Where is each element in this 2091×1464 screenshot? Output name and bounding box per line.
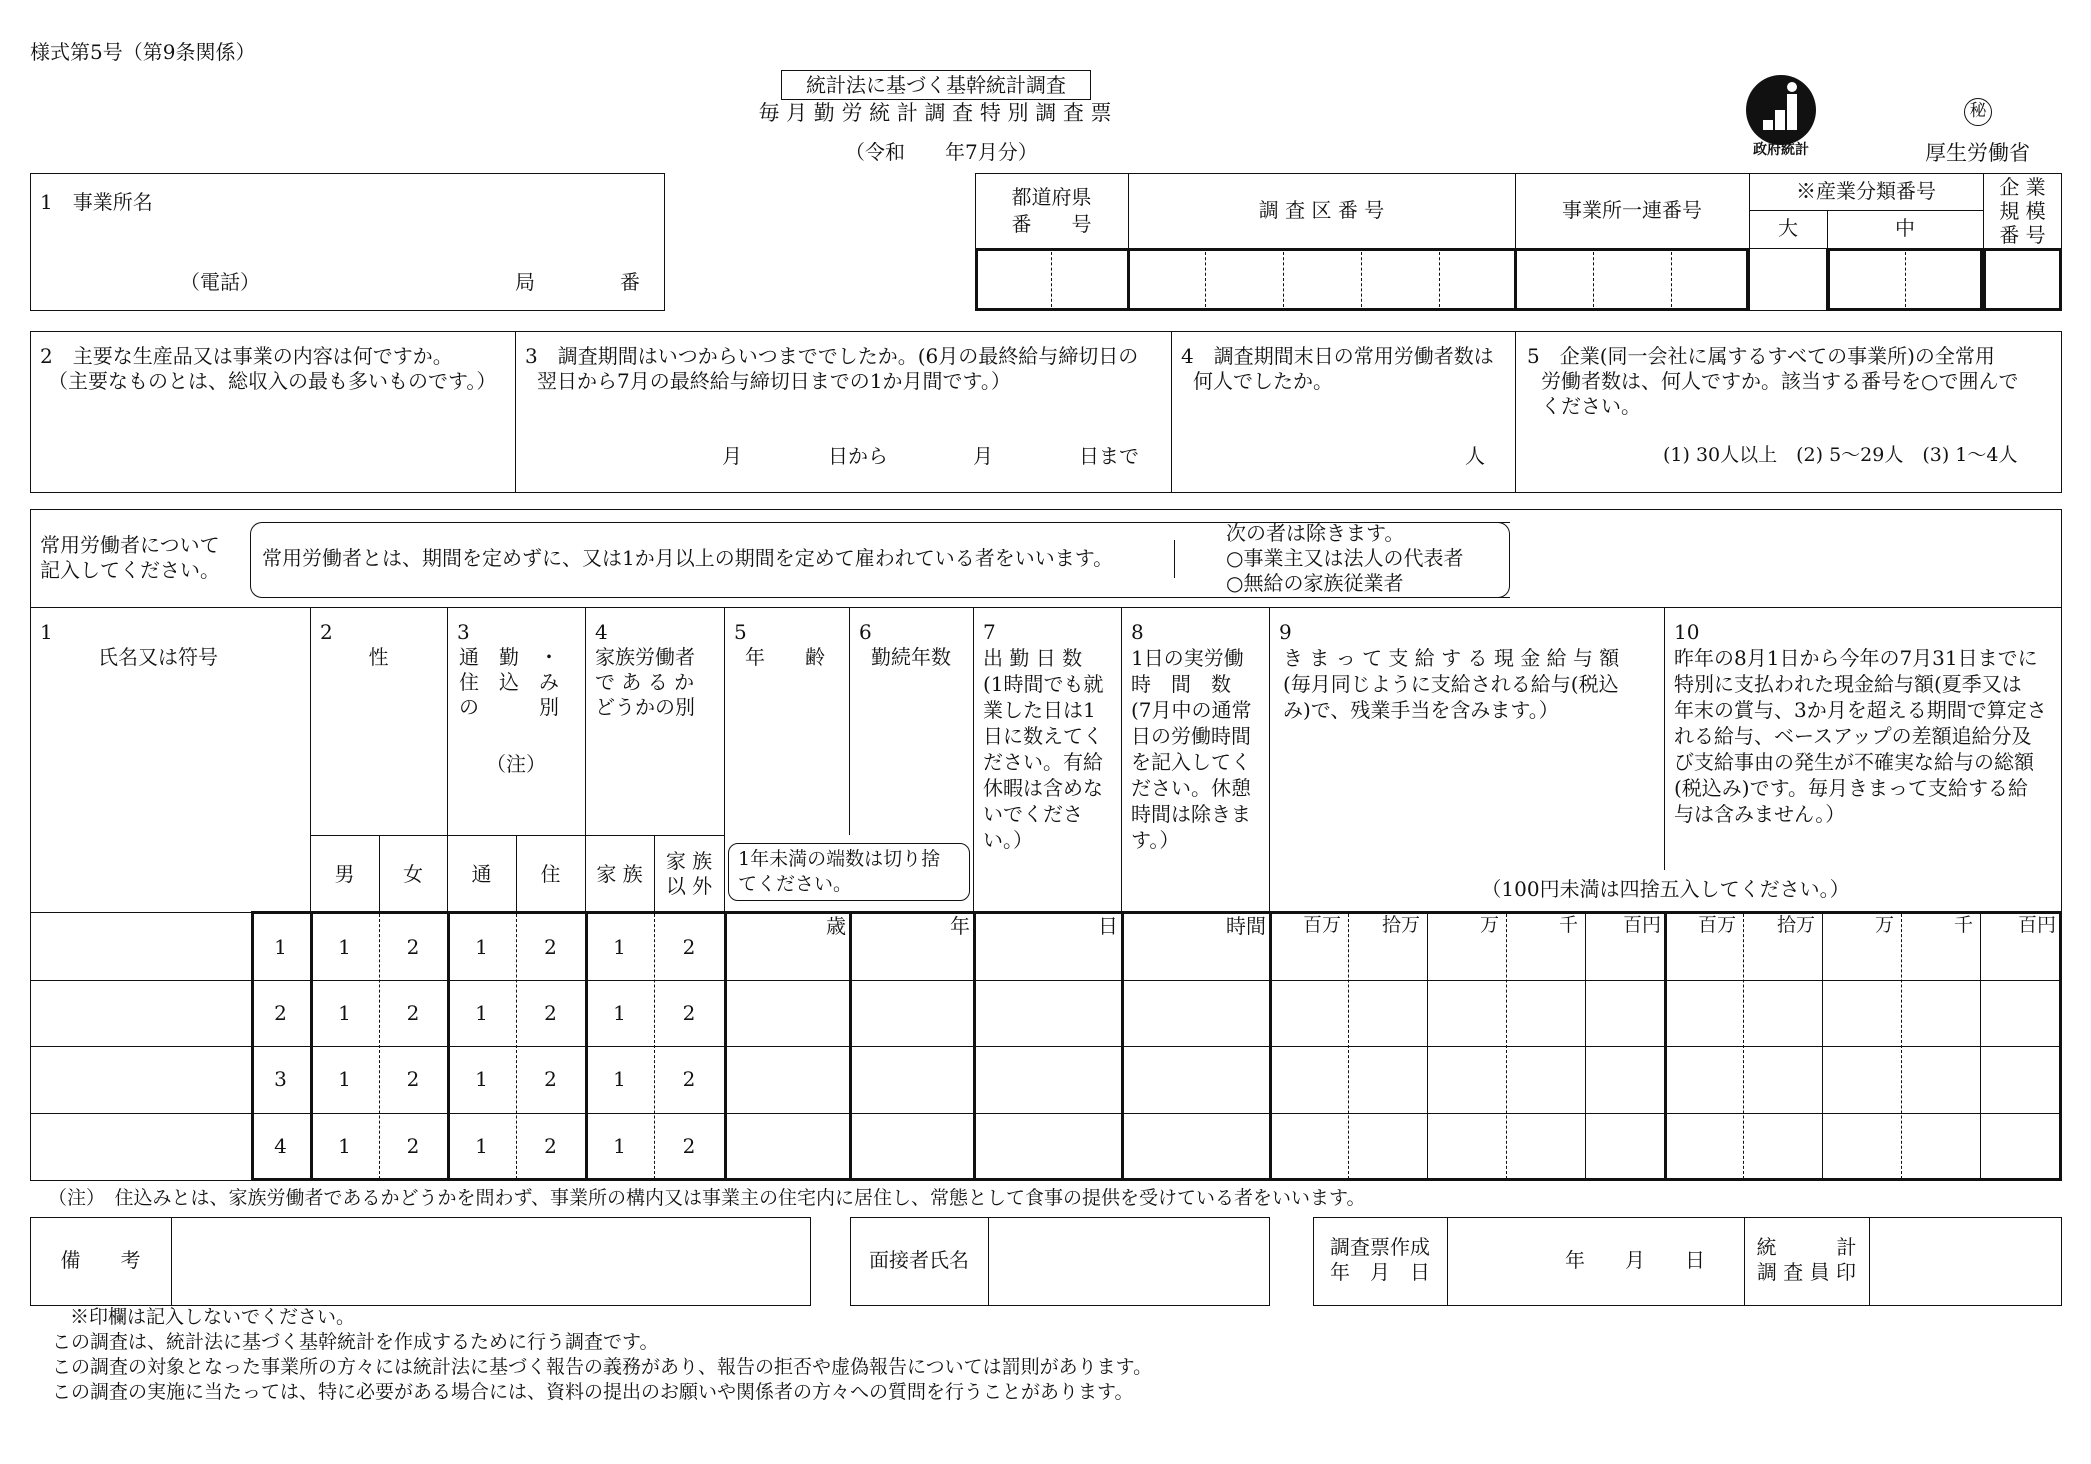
col2-number: 2 [320,620,333,644]
nonfamily-option[interactable]: 2 [682,935,696,959]
notice-line: この調査は、統計法に基づく基幹統計を作成するために行う調査です。 [52,1331,659,1353]
q5-text: 5 企業(同一会社に属するすべての事業所)の全常用 [1527,344,1995,368]
q2-text: 2 主要な生産品又は事業の内容は何ですか。 [40,344,453,368]
family-option[interactable]: 1 [613,935,626,959]
col7-line: (1時間でも就 [983,672,1104,696]
exclusion-item: ○事業主又は法人の代表者 [1226,546,1464,570]
interviewer-label: 面接者氏名 [869,1248,969,1272]
sex-male-option[interactable]: 1 [338,1134,351,1158]
commute-option[interactable]: 1 [475,1134,488,1158]
prefecture-label: 都道府県 [1011,185,1092,209]
col8-line: す。） [1131,828,1180,852]
creation-date-divider [1869,1217,1870,1306]
col10-line: び支給事由の発生が不確実な給与の総額 [1674,750,2034,774]
digit-divider [1051,252,1052,307]
stat-officer-label-2: 調 査 員 印 [1756,1260,1857,1284]
industry-code-label: ※産業分類番号 [1796,179,1936,203]
creation-date-divider [1447,1217,1448,1306]
col8-line: ださい。休憩 [1131,776,1251,800]
code-entry-main[interactable] [975,248,1749,311]
workers-intro-2: 記入してください。 [40,558,220,582]
col5-header: 年 齢 [745,645,825,669]
secret-mark [1964,98,1992,126]
column-divider [849,607,850,835]
col3-number: 3 [457,620,470,644]
q5-text-3: ください。 [1541,394,1641,418]
col9-line: み)で、残業手当を含みます。） [1283,698,1559,722]
exclusion-item-2: ○無給の家族従業者 [1226,571,1404,595]
serial-number-label: 事業所一連番号 [1562,198,1702,222]
survey-period: （令和 年7月分） [845,140,1038,164]
money-unit: 拾万 [1776,914,1815,936]
sex-female-option[interactable]: 2 [406,1134,420,1158]
digit-divider [1205,252,1206,307]
notice-line: ※印欄は記入しないでください。 [70,1306,356,1328]
sex-female-option[interactable]: 2 [406,935,420,959]
sex-male-option[interactable]: 1 [338,1001,351,1025]
sex-male-option[interactable]: 1 [338,1067,351,1091]
col10-line: 与は含みません。） [1674,802,1846,826]
industry-mid-label: 中 [1895,216,1915,240]
truncate-note-2: てください。 [738,873,853,895]
col8-number: 8 [1131,620,1144,644]
q2-text-2: （主要なものとは、総収入の最も多いものです。） [48,369,497,393]
row-number: 3 [274,1067,287,1091]
creation-date-format: 年 月 日 [1565,1248,1705,1272]
nonfamily-label: 家 族 [665,849,713,873]
col3-note: （注） [486,752,546,776]
digit-divider [1439,252,1440,307]
creation-date-label-2: 年 月 日 [1330,1260,1430,1284]
nonfamily-option[interactable]: 2 [682,1001,696,1025]
livein-option[interactable]: 2 [544,1001,557,1025]
grid-top-thin [30,912,252,913]
survey-area-label: 調 査 区 番 号 [1258,198,1385,222]
row-number: 1 [274,935,287,959]
years-unit: 年 [950,914,970,938]
nonfamily-option[interactable]: 2 [682,1067,696,1091]
col3-header-2: 住 込 み [459,670,559,694]
industry-large-entry[interactable] [1749,248,1827,311]
worker-definition: 常用労働者とは、期間を定めずに、又は1か月以上の期間を定めて雇われている者をいいます。 [262,546,1114,570]
col10-line: 年末の賞与、3か月を超える期間で算定さ [1674,698,2047,722]
enterprise-scale-label-3: 番 号 [1999,223,2046,247]
digit-divider [1593,252,1594,307]
enterprise-scale-label: 企 業 [1999,175,2046,199]
col10-line: 昨年の8月1日から今年の7月31日までに [1674,646,2038,670]
money-unit: 千 [1558,914,1578,936]
female-label: 女 [403,862,423,886]
exclusion-bracket [1490,522,1510,598]
money-unit: 万 [1479,914,1499,936]
money-unit: 千 [1953,914,1973,936]
col3-header: 通 勤 ・ [459,645,559,669]
days-unit: 日 [1098,914,1118,938]
rounding-note: （100円未満は四捨五入してください。） [1481,877,1850,901]
col10-line: れる給与、ベースアップの差額追給分及 [1674,724,2032,748]
col7-line: 業した日は1 [983,698,1096,722]
question-divider [515,331,516,493]
col5-number: 5 [734,620,747,644]
grid-row-line [30,980,2062,981]
stat-label: 統計法に基づく基幹統計調査 [806,73,1066,97]
family-option[interactable]: 1 [613,1134,626,1158]
col8-line: を記入してく [1131,750,1251,774]
table-top-line [30,607,2062,608]
establishment-name-label: 1 事業所名 [40,190,153,214]
truncate-note: 1年未満の端数は切り捨 [738,848,941,870]
sex-female-option[interactable]: 2 [406,1001,420,1025]
money-unit: 拾万 [1381,914,1420,936]
logo-caption: 政府統計 [1753,142,1809,158]
commute-option[interactable]: 1 [475,1067,488,1091]
col7-line: 休暇は含めな [983,776,1103,800]
col4-header-3: どうかの別 [595,695,695,719]
q4-text: 4 調査期間末日の常用労働者数は [1181,344,1494,368]
col9-line: (毎月同じように支給される給与(税込 [1283,672,1619,696]
col9-line: き ま っ て 支 給 す る 現 金 給 与 額 [1283,646,1620,670]
digit-divider [1361,252,1362,307]
col7-line: ださい。有給 [983,750,1103,774]
code-divider [1749,210,1983,211]
government-statistics-logo [1745,74,1817,146]
page-title: 毎 月 勤 労 統 計 調 査 特 別 調 査 票 [758,101,1112,125]
sex-female-option[interactable]: 2 [406,1067,420,1091]
question-divider [1171,331,1172,493]
col4-header-2: で あ る か [595,670,695,694]
col8-line: 日の労働時間 [1131,724,1251,748]
col8-line: 時 間 数 [1131,672,1231,696]
family-option[interactable]: 1 [613,1067,626,1091]
col9-header [1283,645,1663,723]
code-entry-divider [1127,248,1130,311]
notice-line: この調査の実施に当たっては、特に必要がある場合には、資料の提出のお願いや関係者の方々への質問を行うことがあります。 [52,1381,1134,1403]
commute-option[interactable]: 1 [475,935,488,959]
ministry-name: 厚生労働省 [1925,141,2030,165]
q3-month-to: 月 [973,444,993,468]
col4-header: 家族労働者 [595,645,695,669]
col10-line: 特別に支払われた現金給与額(夏季又は [1674,672,2022,696]
family-option[interactable]: 1 [613,1001,626,1025]
col10-header [1674,645,2060,827]
grid-row-line [30,1046,2062,1047]
prefecture-label-2: 番 号 [1011,212,1092,236]
column-divider [1269,607,1270,912]
money-unit: 万 [1874,914,1894,936]
subheader-line [310,835,724,836]
q5-text-2: 労働者数は、何人ですか。該当する番号を○で囲んで [1541,369,2019,393]
code-entry-divider [1514,248,1517,311]
money-unit: 百円 [1622,914,1661,936]
digit-divider [1283,252,1284,307]
enterprise-scale-label-2: 規 模 [1999,199,2046,223]
creation-date-label: 調査票作成 [1330,1235,1430,1259]
stat-officer-label: 統 計 [1756,1235,1857,1259]
q3-day-to: 日まで [1079,444,1139,468]
q4-text-2: 何人でしたか。 [1193,369,1333,393]
col8-header [1131,645,1267,853]
col8-line: 時間は除きま [1131,802,1251,826]
phone-label: （電話） [180,270,260,294]
livein-option[interactable]: 2 [544,1134,557,1158]
col3-header-3: の 別 [459,695,559,719]
col2-header: 性 [368,645,389,669]
row-number: 4 [274,1134,287,1158]
col7-line: 出 勤 日 数 [983,646,1083,670]
q3-text: 3 調査期間はいつからいつまででしたか。(6月の最終給与締切日の [525,344,1139,368]
q4-unit: 人 [1465,444,1485,468]
q5-options[interactable]: (1) 30人以上 (2) 5～29人 (3) 1～4人 [1663,444,2018,466]
commute-label: 通 [471,862,492,886]
column-divider [1121,607,1122,912]
col8-line: (7月中の通常 [1131,698,1252,722]
q3-month-from: 月 [722,444,742,468]
family-label: 家 族 [596,862,643,886]
sex-male-option[interactable]: 1 [338,935,351,959]
phone-kyoku: 局 [515,270,535,294]
definition-separator [1174,540,1175,578]
row-number: 2 [274,1001,287,1025]
q3-day-from: 日から [828,444,888,468]
col7-line: いでくださ [983,802,1083,826]
male-label: 男 [334,862,355,886]
question-divider [1515,331,1516,493]
livein-option[interactable]: 2 [544,1067,557,1091]
col10-number: 10 [1674,620,1700,644]
livein-note: （注） 住込みとは、家族労働者であるかどうかを問わず、事業所の構内又は事業主の住宅内に居住し、常態として食事の提供を受けている者をいいます。 [48,1187,1366,1209]
digit-divider [1905,252,1906,307]
column-divider [973,607,974,912]
col1-header: 氏名又は符号 [98,645,218,669]
col7-line: い。） [983,828,1033,852]
nonfamily-label-2: 以 外 [665,874,713,898]
col8-line: 1日の実労働 [1131,646,1244,670]
grid-row-line [30,1113,2062,1114]
exclusion-title: 次の者は除きます。 [1226,521,1405,545]
remarks-divider [171,1217,172,1306]
col10-line: (税込み)です。毎月きまって支給する給 [1674,776,2029,800]
age-unit: 歳 [826,914,846,938]
column-divider [1664,607,1665,870]
livein-label: 住 [540,862,561,886]
col9-number: 9 [1279,620,1292,644]
hours-unit: 時間 [1226,914,1266,938]
money-unit: 百万 [1697,914,1736,936]
col6-header: 勤続年数 [871,645,951,669]
col1-number: 1 [40,620,53,644]
nonfamily-option[interactable]: 2 [682,1134,696,1158]
col4-number: 4 [595,620,608,644]
industry-large-label: 大 [1778,216,1798,240]
remarks-label: 備 考 [60,1248,141,1272]
livein-option[interactable]: 2 [544,935,557,959]
money-unit: 百円 [2017,914,2056,936]
enterprise-scale-entry[interactable] [1983,248,2062,311]
commute-option[interactable]: 1 [475,1001,488,1025]
q3-text-2: 翌日から7月の最終給与締切日までの1か月間です。） [537,369,1011,393]
col7-header [983,645,1119,853]
workers-intro: 常用労働者について [40,533,220,557]
interviewer-divider [988,1217,989,1306]
col7-line: 日に数えてく [983,724,1103,748]
digit-divider [1671,252,1672,307]
secret-mark-text: 秘 [1969,101,1987,121]
money-unit: 百万 [1302,914,1341,936]
form-code: 様式第5号（第9条関係） [30,40,256,64]
col7-number: 7 [983,620,996,644]
notice-line: この調査の対象となった事業所の方々には統計法に基づく報告の義務があり、報告の拒否や虚偽報告については罰則があります。 [52,1356,1153,1378]
column-divider [724,607,725,912]
col6-number: 6 [859,620,872,644]
phone-ban: 番 [620,270,640,294]
